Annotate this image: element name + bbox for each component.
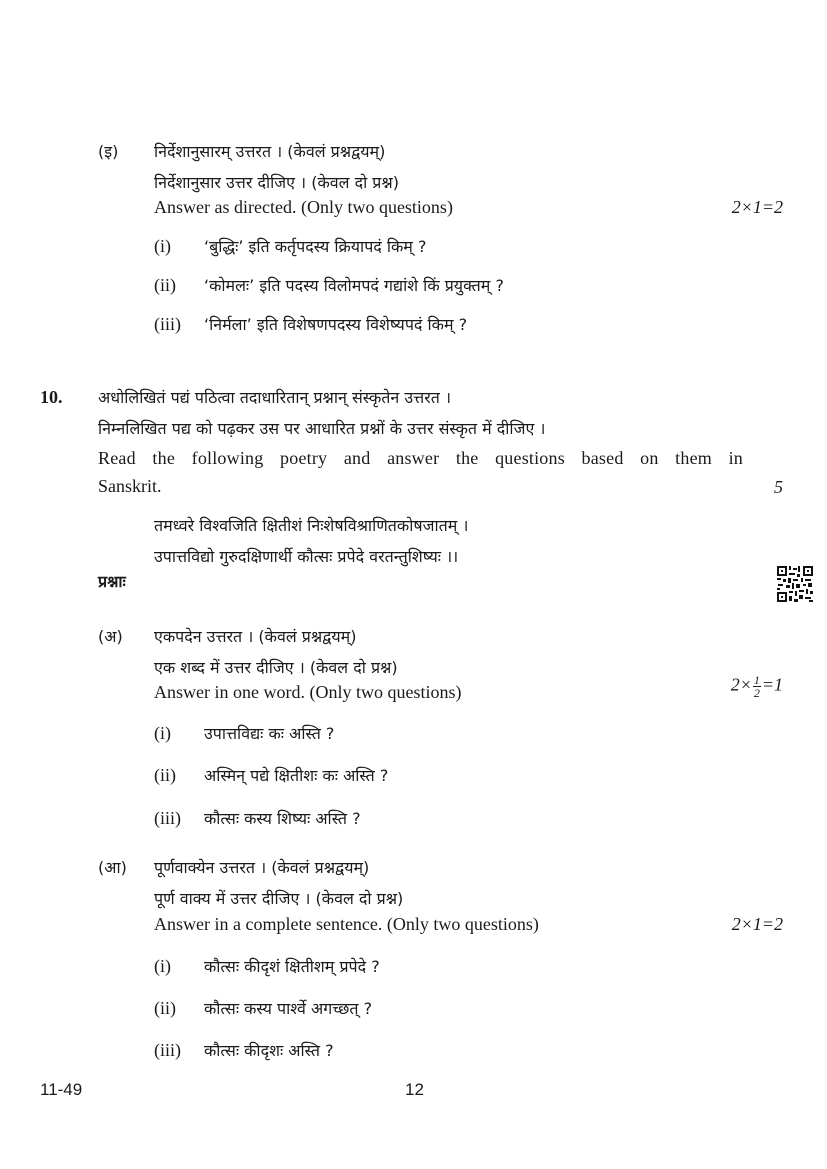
question-number: (iii)	[154, 1040, 181, 1060]
question-text: कौत्सः कीदृशं क्षितीशम् प्रपेदे ?	[204, 957, 380, 976]
section-a-instruction-english: Answer in one word. (Only two questions)	[154, 682, 462, 702]
section-aa-marks: 2×1=2	[731, 914, 783, 934]
question-text: कौत्सः कीदृशः अस्ति ?	[204, 1041, 334, 1060]
question-10-instruction-sanskrit: अधोलिखितं पद्यं पठित्वा तदाधारितान् प्रश्नान् संस्कृतेन उत्तरत ।	[98, 388, 452, 407]
verse-line-1: तमध्वरे विश्वजिति क्षितीशं निःशेषविश्राणितकोषजातम् ।	[154, 516, 469, 535]
section-a-marks: 2× $\frac{1}{2}$ =1	[730, 673, 783, 700]
section-e-instruction-english: Answer as directed. (Only two questions)	[154, 197, 453, 217]
verse-line-2: उपात्तविद्यो गुरुदक्षिणार्थी कौत्सः प्रपेदे वरतन्तुशिष्यः ।।	[154, 547, 459, 566]
question-number: (i)	[154, 236, 171, 256]
section-aa-instruction-hindi: पूर्ण वाक्य में उत्तर दीजिए । (केवल दो प्रश्न)	[154, 889, 404, 908]
question-text: ‘बुद्धिः’ इति कर्तृपदस्य क्रियापदं किम् ?	[204, 237, 427, 256]
question-text: कौत्सः कस्य पार्श्वे अगच्छत् ?	[204, 999, 373, 1018]
question-number: (iii)	[154, 314, 181, 334]
section-a-instruction-sanskrit: एकपदेन उत्तरत । (केवलं प्रश्नद्वयम्)	[154, 627, 357, 646]
fraction: $\frac{1}{2}$	[753, 673, 760, 700]
question-10-instruction-english-line2: Sanskrit.	[98, 476, 162, 496]
section-e-instruction-hindi: निर्देशानुसार उत्तर दीजिए । (केवल दो प्रश्न)	[154, 173, 399, 192]
section-e-marks: 2×1=2	[731, 197, 783, 217]
qr-code-icon	[776, 565, 814, 603]
section-e-instruction-sanskrit: निर्देशानुसारम् उत्तरत । (केवलं प्रश्नद्वयम्)	[154, 142, 386, 161]
question-text: ‘कोमलः’ इति पदस्य विलोमपदं गद्यांशे किं प्रयुक्तम् ?	[204, 276, 504, 295]
question-number: (i)	[154, 956, 171, 976]
question-text: उपात्तविद्यः कः अस्ति ?	[204, 724, 335, 743]
question-number: (i)	[154, 723, 171, 743]
question-text: ‘निर्मला’ इति विशेषणपदस्य विशेष्यपदं किम् ?	[204, 315, 468, 334]
question-number: (iii)	[154, 808, 181, 828]
section-aa-instruction-sanskrit: पूर्णवाक्येन उत्तरत । (केवलं प्रश्नद्वयम्)	[154, 858, 370, 877]
section-a-instruction-hindi: एक शब्द में उत्तर दीजिए । (केवल दो प्रश्न)	[154, 658, 398, 677]
question-number: (ii)	[154, 275, 176, 295]
question-text: कौत्सः कस्य शिष्यः अस्ति ?	[204, 809, 361, 828]
question-text: अस्मिन् पद्ये क्षितीशः कः अस्ति ?	[204, 766, 389, 785]
section-aa-instruction-english: Answer in a complete sentence. (Only two questions)	[154, 914, 539, 934]
paper-code: 11-49	[40, 1080, 83, 1099]
question-10-marks: 5	[774, 477, 783, 497]
question-number: (ii)	[154, 998, 176, 1018]
question-10-number: 10.	[40, 387, 63, 407]
section-aa-label: (आ)	[98, 858, 127, 877]
section-e-label: (इ)	[98, 142, 119, 161]
question-10-instruction-hindi: निम्नलिखित पद्य को पढ़कर उस पर आधारित प्रश्नों के उत्तर संस्कृत में दीजिए ।	[98, 419, 546, 438]
question-10-instruction-english-line1: Read the following poetry and answer the questions based on them in	[98, 448, 743, 468]
question-number: (ii)	[154, 765, 176, 785]
section-a-label: (अ)	[98, 627, 123, 646]
questions-heading: प्रश्नाः	[98, 572, 126, 591]
page-number: 12	[405, 1080, 424, 1099]
